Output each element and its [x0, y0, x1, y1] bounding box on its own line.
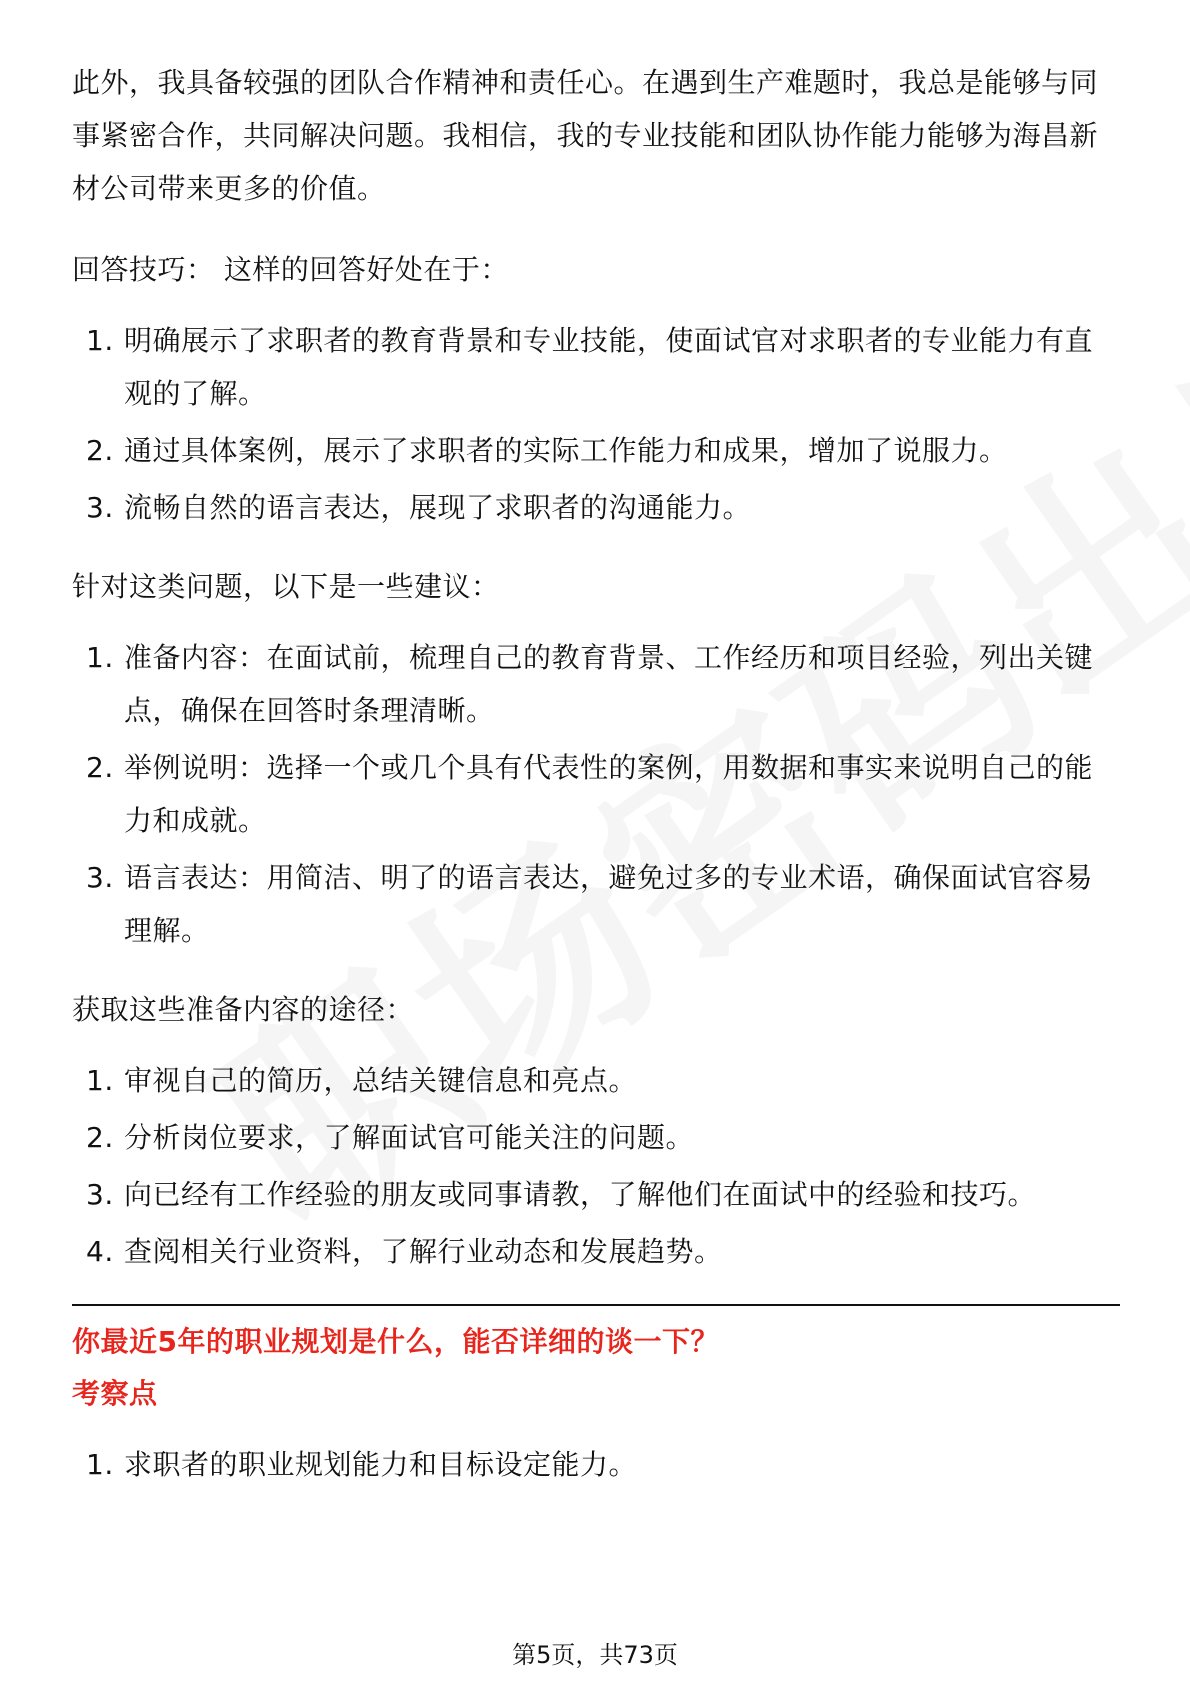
list-item-text: 举例说明：选择一个或几个具有代表性的案例，用数据和事实来说明自己的能力和成就。 [124, 751, 1094, 837]
intro-paragraph: 此外，我具备较强的团队合作精神和责任心。在遇到生产难题时，我总是能够与同事紧密合作，共同解决问题。我相信，我的专业技能和团队协作能力能够为海昌新材公司带来更多的价值。 [72, 66, 1099, 205]
list-item [72, 851, 1120, 957]
list-item-text: 语言表达：用简洁、明了的语言表达，避免过多的专业术语，确保面试官容易理解。 [124, 861, 1094, 947]
list-item-text: 通过具体案例，展示了求职者的实际工作能力和成果，增加了说服力。 [124, 434, 1008, 467]
question-subheading: 考察点 [72, 1377, 158, 1410]
list-item [72, 1438, 1120, 1491]
list-number: 3. [86, 861, 114, 894]
list-number: 1. [86, 641, 114, 674]
list-item [72, 1054, 1120, 1107]
list-number: 2. [86, 434, 114, 467]
list-number: 3. [86, 491, 114, 524]
list-item-text: 向已经有工作经验的朋友或同事请教，了解他们在面试中的经验和技巧。 [124, 1178, 1037, 1211]
source-heading: 获取这些准备内容的途径： [72, 993, 415, 1026]
page-content [72, 56, 1120, 1495]
list-item-text: 查阅相关行业资料，了解行业动态和发展趋势。 [124, 1235, 723, 1268]
list-number: 3. [86, 1178, 114, 1211]
list-item [72, 424, 1120, 477]
list-item-text: 明确展示了求职者的教育背景和专业技能，使面试官对求职者的专业能力有直观的了解。 [124, 324, 1094, 410]
list-item-text: 分析岗位要求，了解面试官可能关注的问题。 [124, 1121, 695, 1154]
list-number: 2. [86, 751, 114, 784]
list-item-text: 流畅自然的语言表达，展现了求职者的沟通能力。 [124, 491, 752, 524]
list-item [72, 314, 1120, 420]
list-item [72, 631, 1120, 737]
list-item [72, 481, 1120, 534]
list-number: 1. [86, 324, 114, 357]
list-item [72, 1168, 1120, 1221]
tips-list [72, 314, 1120, 534]
list-number: 2. [86, 1121, 114, 1154]
advice-heading: 针对这类问题，以下是一些建议： [72, 570, 500, 603]
section-divider [72, 1304, 1120, 1306]
advice-list [72, 631, 1120, 957]
list-item [72, 1225, 1120, 1278]
list-number: 4. [86, 1235, 114, 1268]
question-points-list [72, 1438, 1120, 1491]
list-number: 1. [86, 1064, 114, 1097]
list-item [72, 741, 1120, 847]
list-item-text: 准备内容：在面试前，梳理自己的教育背景、工作经历和项目经验，列出关键点，确保在回答时条理清晰。 [124, 641, 1094, 727]
page-footer: 第5页，共73页 [512, 1641, 678, 1669]
list-number: 1. [86, 1448, 114, 1481]
question-title: 你最近5年的职业规划是什么，能否详细的谈一下？ [72, 1325, 719, 1358]
list-item-text: 审视自己的简历，总结关键信息和亮点。 [124, 1064, 638, 1097]
list-item-text: 求职者的职业规划能力和目标设定能力。 [124, 1448, 638, 1481]
list-item [72, 1111, 1120, 1164]
tips-heading: 回答技巧： 这样的回答好处在于： [72, 253, 509, 286]
source-list [72, 1054, 1120, 1278]
